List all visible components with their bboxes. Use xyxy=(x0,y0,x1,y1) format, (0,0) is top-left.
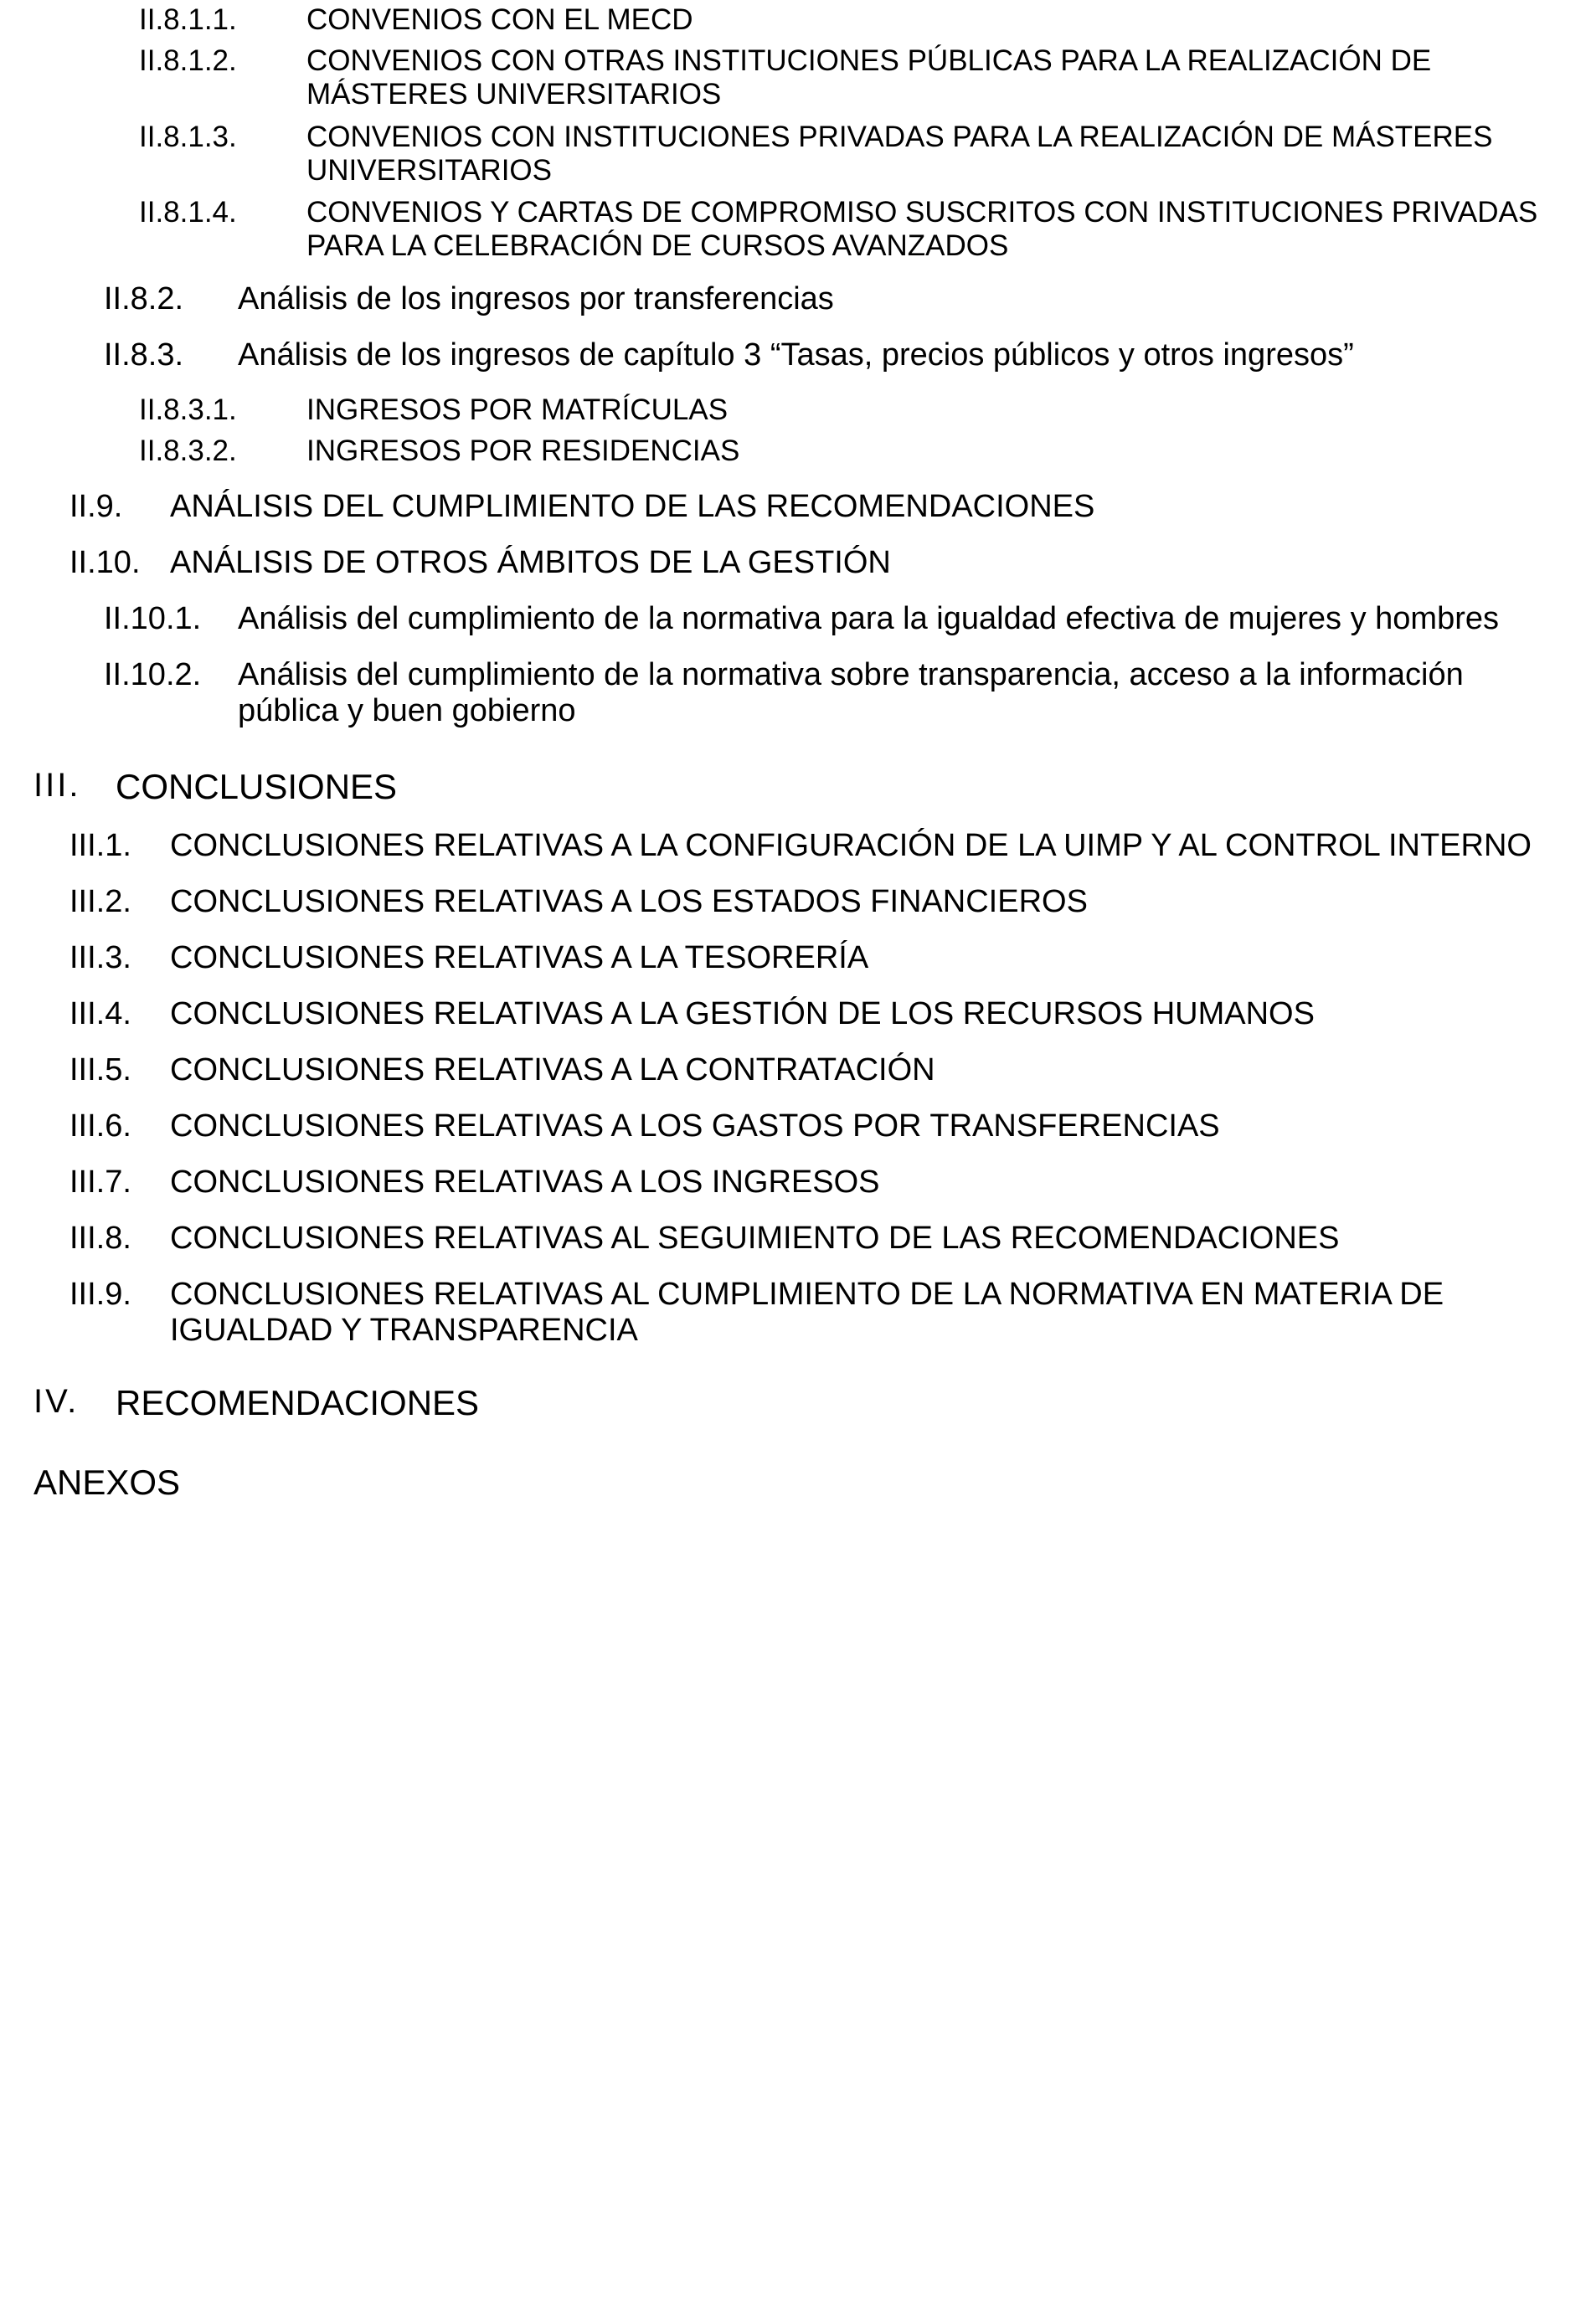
toc-title: ANEXOS xyxy=(33,1463,181,1502)
toc-number: III.2. xyxy=(70,884,131,919)
toc-title: Análisis de los ingresos por transferencias xyxy=(238,281,834,316)
toc-title: CONCLUSIONES RELATIVAS A LA CONTRATACIÓN xyxy=(170,1052,935,1087)
toc-number: II.10.1. xyxy=(104,601,202,636)
toc-number: III. xyxy=(33,767,81,804)
toc-title: Análisis de los ingresos de capítulo 3 “Tasas, precios públicos y otros ingresos” xyxy=(238,337,1354,373)
toc-title: ANÁLISIS DEL CUMPLIMIENTO DE LAS RECOMENDACIONES xyxy=(170,489,1095,524)
toc-title: CONVENIOS CON INSTITUCIONES PRIVADAS PARA LA REALIZACIÓN DE MÁSTERES UNIVERSITARIOS xyxy=(306,121,1493,187)
toc-title: CONCLUSIONES RELATIVAS A LOS GASTOS POR TRANSFERENCIAS xyxy=(170,1108,1220,1144)
toc-number: IV. xyxy=(33,1383,80,1420)
toc-number: II.8.3.2. xyxy=(139,434,237,467)
toc-title: ANÁLISIS DE OTROS ÁMBITOS DE LA GESTIÓN xyxy=(170,545,891,580)
toc-title: INGRESOS POR RESIDENCIAS xyxy=(306,434,740,467)
toc-number: III.9. xyxy=(70,1277,131,1312)
toc-title: CONCLUSIONES RELATIVAS A LA GESTIÓN DE LOS RECURSOS HUMANOS xyxy=(170,996,1315,1031)
toc-number: II.8.3. xyxy=(104,337,184,373)
toc-title: Análisis del cumplimiento de la normativa sobre transparencia, acceso a la información pública y buen gobierno xyxy=(238,657,1464,728)
toc-title: CONVENIOS Y CARTAS DE COMPROMISO SUSCRITOS CON INSTITUCIONES PRIVADAS PARA LA CELEBRACIÓN DE CURSOS AVANZADOS xyxy=(306,196,1538,262)
toc-title: CONVENIOS CON EL MECD xyxy=(306,3,693,36)
toc-number: III.8. xyxy=(70,1221,131,1256)
toc-number: III.3. xyxy=(70,940,131,975)
toc-title: CONCLUSIONES RELATIVAS AL CUMPLIMIENTO DE LA NORMATIVA EN MATERIA DE IGUALDAD Y TRANSPARENCIA xyxy=(170,1277,1444,1348)
toc-title: INGRESOS POR MATRÍCULAS xyxy=(306,393,729,426)
toc-number: III.7. xyxy=(70,1165,131,1200)
toc-number: II.10. xyxy=(70,545,141,580)
toc-title: CONCLUSIONES xyxy=(116,767,398,806)
toc-number: II.8.1.3. xyxy=(139,121,237,153)
toc-number: III.4. xyxy=(70,996,131,1031)
toc-number: II.10.2. xyxy=(104,657,202,692)
toc-number: III.5. xyxy=(70,1052,131,1087)
toc-number: II.9. xyxy=(70,489,123,524)
toc-title: CONCLUSIONES RELATIVAS A LOS INGRESOS xyxy=(170,1165,880,1200)
toc-title: CONCLUSIONES RELATIVAS AL SEGUIMIENTO DE LAS RECOMENDACIONES xyxy=(170,1221,1340,1256)
toc-number: III.6. xyxy=(70,1108,131,1144)
toc-title: RECOMENDACIONES xyxy=(116,1383,480,1422)
toc-number: II.8.3.1. xyxy=(139,393,237,426)
toc-title: CONCLUSIONES RELATIVAS A LA TESORERÍA xyxy=(170,940,869,975)
toc-title: CONCLUSIONES RELATIVAS A LA CONFIGURACIÓN DE LA UIMP Y AL CONTROL INTERNO xyxy=(170,828,1532,863)
toc-number: II.8.1.2. xyxy=(139,44,237,77)
toc-number: II.8.2. xyxy=(104,281,184,316)
toc-title: Análisis del cumplimiento de la normativa para la igualdad efectiva de mujeres y hombres xyxy=(238,601,1499,636)
toc-title: CONCLUSIONES RELATIVAS A LOS ESTADOS FINANCIEROS xyxy=(170,884,1088,919)
toc-title: CONVENIOS CON OTRAS INSTITUCIONES PÚBLICAS PARA LA REALIZACIÓN DE MÁSTERES UNIVERSITARIOS xyxy=(306,44,1432,111)
toc-number: II.8.1.4. xyxy=(139,196,237,229)
toc-number: II.8.1.1. xyxy=(139,3,237,36)
toc-number: III.1. xyxy=(70,828,131,863)
